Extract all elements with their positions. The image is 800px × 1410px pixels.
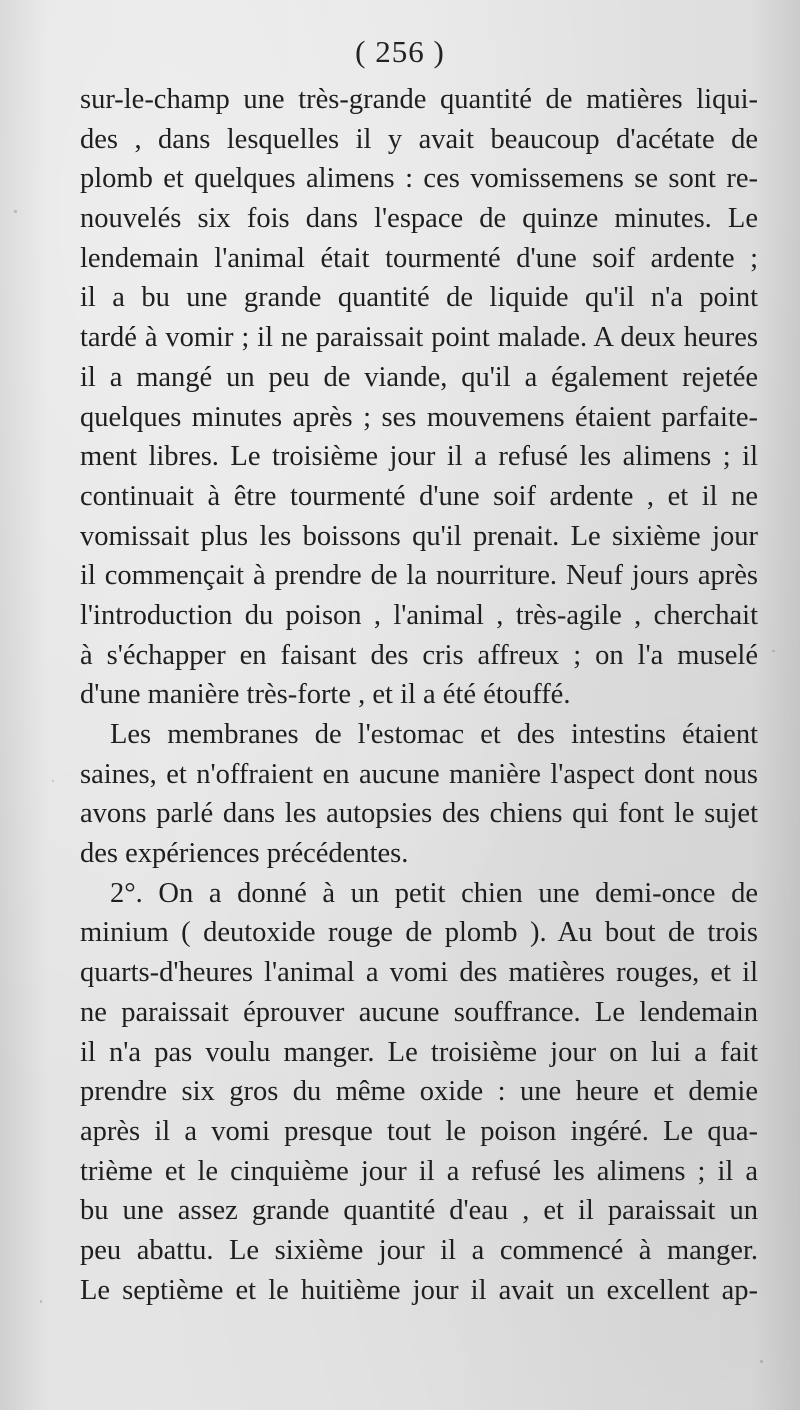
- text-line: trième et le cinquième jour il a refusé les alimens ; il a: [80, 1155, 758, 1187]
- text-line: des expériences précédentes.: [80, 838, 409, 870]
- paper-speck: [40, 1300, 42, 1303]
- page-number: ( 256 ): [355, 34, 445, 69]
- paper-speck: [52, 780, 54, 782]
- text-line: il commençait à prendre de la nourriture. Neuf jours après: [80, 560, 758, 592]
- text-line: avons parlé dans les autopsies des chiens qui font le sujet: [80, 798, 758, 830]
- text-line: ment libres. Le troisième jour il a refusé les alimens ; il: [80, 441, 758, 473]
- text-line: plomb et quelques alimens : ces vomissemens se sont re-: [80, 163, 758, 195]
- text-line: d'une manière très-forte , et il a été étouffé.: [80, 679, 571, 711]
- text-line: bu une assez grande quantité d'eau , et il paraissait un: [80, 1195, 758, 1227]
- paragraph-start-line: 2°. On a donné à un petit chien une demi-once de: [110, 877, 758, 909]
- paper-speck: [772, 650, 775, 652]
- text-line: saines, et n'offraient en aucune manière l'aspect dont nous: [80, 758, 758, 790]
- text-line: sur-le-champ une très-grande quantité de matières liqui-: [80, 84, 758, 115]
- text-line: lendemain l'animal était tourmenté d'une soif ardente ;: [80, 242, 758, 274]
- text-line: quarts-d'heures l'animal a vomi des matières rouges, et il: [80, 957, 758, 989]
- text-line: il a bu une grande quantité de liquide qu'il n'a point: [80, 282, 758, 314]
- text-line: il a mangé un peu de viande, qu'il a également rejetée: [80, 361, 758, 393]
- text-line: tardé à vomir ; il ne paraissait point malade. A deux heures: [80, 322, 758, 354]
- text-line: minium ( deutoxide rouge de plomb ). Au bout de trois: [80, 917, 758, 949]
- paragraph-start-line: Les membranes de l'estomac et des intestins étaient: [110, 719, 758, 750]
- text-line: vomissait plus les boissons qu'il prenait. Le sixième jour: [80, 520, 758, 552]
- text-line: continuait à être tourmenté d'une soif ardente , et il ne: [80, 480, 758, 512]
- text-line: prendre six gros du même oxide : une heure et demie: [80, 1076, 758, 1108]
- paper-speck: [760, 1360, 763, 1363]
- text-line: quelques minutes après ; ses mouvemens étaient parfaite-: [80, 401, 758, 433]
- body-text: [80, 80, 758, 1310]
- text-line: après il a vomi presque tout le poison ingéré. Le qua-: [80, 1115, 758, 1147]
- text-line: Le septième et le huitième jour il avait un excellent ap-: [80, 1274, 758, 1306]
- text-line: à s'échapper en faisant des cris affreux ; on l'a muselé: [80, 639, 758, 671]
- text-line: peu abattu. Le sixième jour il a commencé à manger.: [80, 1234, 758, 1266]
- text-line: l'introduction du poison , l'animal , très-agile , cherchait: [80, 599, 758, 631]
- paper-speck: [14, 210, 17, 213]
- text-line: il n'a pas voulu manger. Le troisième jour on lui a fait: [80, 1036, 758, 1068]
- text-line: ne paraissait éprouver aucune souffrance. Le lendemain: [80, 996, 758, 1028]
- text-line: des , dans lesquelles il y avait beaucoup d'acétate de: [80, 123, 758, 155]
- text-line: nouvelés six fois dans l'espace de quinze minutes. Le: [80, 203, 758, 235]
